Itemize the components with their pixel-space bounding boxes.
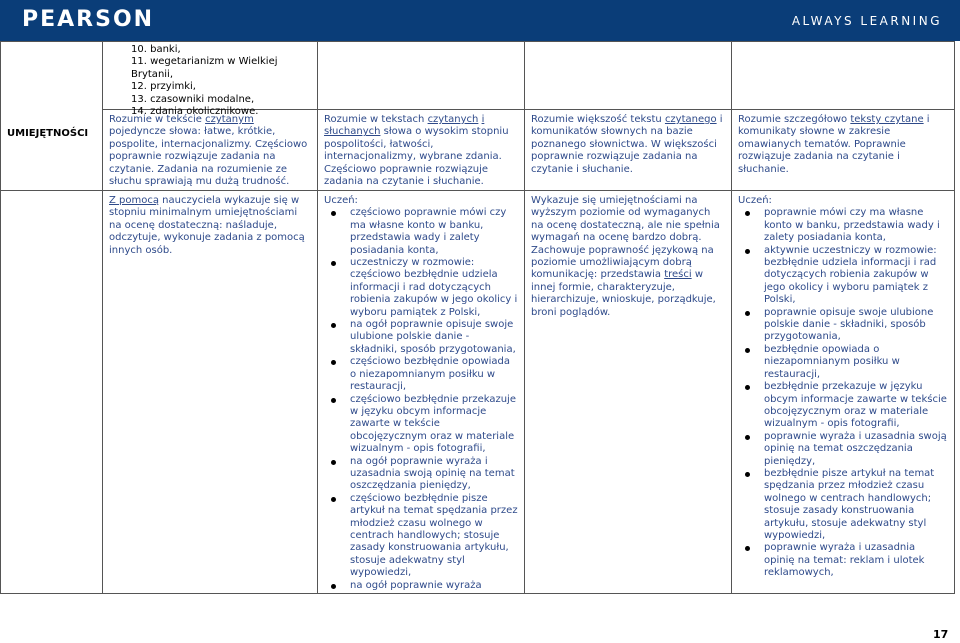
production-grade-4: Wykazuje się umiejętnościami na wyższym poziomie od wymaganych na ocenę dostateczną, ale nie spełnia wymagań na ocenę bardzo dobrą. Zachowuje poprawność językową na poziomie umożliwiającym dobrą komunikację: przedstawia treści w innej formie, charakteryzuje, hierarchizuje, wnioskuje, porządkuje, broni poglądów. [531,195,720,318]
skills-label: UMIEJĘTNOŚCI [7,128,89,139]
list-item: bezbłędnie opowiada o niezapomnianym posiłku w restauracji, [764,344,948,381]
production-grade-2: Z pomocą nauczyciela wykazuje się w stopniu minimalnym umiejętnościami na ocenę dostateczną: naśladuje, odczytuje, wykonuje zadania z pomocą innych osób. [109,195,305,256]
production-grade-3 [318,191,524,593]
bullet-list [324,207,518,592]
page-number: 17 [933,628,949,641]
list-item: poprawnie opisuje swoje ulubione polskie danie - składniki, sposób przygotowania, [764,307,948,344]
production-grade-5 [732,191,954,593]
list-item: uczestniczy w rozmowie: częściowo bezbłędnie udziela informacji i rad dotyczących robienia zakupów w jego okolicy i wyboru pamiątek z Polski, [350,257,518,318]
list-item: poprawnie mówi czy ma własne konto w banku, przedstawia wady i zalety posiadania konta, [764,207,948,244]
pearson-logo: PEARSON [22,7,155,32]
previous-list-cell [103,42,317,118]
list-item: częściowo bezbłędnie opowiada o niezapomnianym posiłku w restauracji, [350,356,518,393]
publisher-banner [0,0,960,41]
list-item: na ogół poprawnie wyraża i uzasadnia swoją opinię na temat oszczędzania pieniędzy, [350,456,518,493]
previous-list [109,44,311,118]
skills-grade-4: Rozumie większość tekstu czytanego i komunikatów słownych na bazie poznanego słownictwa. W większości poprawnie rozwiązuje zadania na czytanie i słuchanie. [531,114,723,175]
list-item: poprawnie wyraża i uzasadnia swoją opinię na temat oszczędzania pieniędzy, [764,430,947,467]
list-item: 10. banki, [131,44,181,55]
tagline: ALWAYS LEARNING [791,14,942,28]
intro-text: Uczeń: [738,195,772,206]
skills-grade-5: Rozumie szczegółowo teksty czytane i komunikaty słowne w zakresie omawianych tematów. Poprawnie rozwiązuje zadania na czytanie i słuchanie. [738,114,930,175]
list-item: aktywnie uczestniczy w rozmowie: bezbłędnie udziela informacji i rad dotyczących robienia zakupów w jego okolicy i wyboru pamiątek z Polski, [764,245,948,307]
grading-table [0,41,955,594]
list-item: bezbłędnie pisze artykuł na temat spędzania przez młodzież czasu wolnego w centrach handlowych; stosuje zasady konstruowania artykułu, stosuje adekwatny styl wypowiedzi, [764,468,948,542]
list-item: częściowo bezbłędnie przekazuje w języku obcym informacje zawarte w tekście obcojęzycznym oraz w materiale wizualnym - opis fotografii, [350,393,516,455]
list-item: 12. przyimki, [131,81,196,93]
list-item: bezbłędnie przekazuje w języku obcym informacje zawarte w tekście obcojęzycznym oraz w materiale wizualnym - opis fotografii, [764,381,947,430]
list-item: 14. zdania okolicznikowe. [131,106,259,118]
list-item: poprawnie wyraża i uzasadnia opinię na temat: reklam i ulotek reklamowych, [764,542,948,579]
skills-grade-2: Rozumie w tekście czytanym pojedyncze słowa: łatwe, krótkie, pospolite, internacjonalizmy. Częściowo poprawnie rozwiązuje zadania na czytanie. Zadania na rozumienie ze słuchu sprawiają mu dużą trudność. [109,114,308,188]
list-item: częściowo poprawnie mówi czy ma własne konto w banku, przedstawia wady i zalety posiadania konta, [350,207,518,257]
list-item: częściowo bezbłędnie pisze artykuł na temat spędzania przez młodzież czasu wolnego w centrach handlowych; stosuje zasady konstruowania artykułu, stosuje adekwatny styl wypowiedzi, [350,492,518,579]
list-item: 11. wegetarianizm w Wielkiej Brytanii, [131,56,278,80]
list-item: na ogół poprawnie opisuje swoje ulubione polskie danie - składniki, sposób przygotowania, [350,319,518,356]
skills-grade-3: Rozumie w tekstach czytanych i słuchanych słowa o wysokim stopniu pospolitości, łatwości, internacjonalizmy, wybrane zdania. Częściowo poprawnie rozwiązuje zadania na czytanie i słuchanie. [324,114,509,188]
list-item: 13. czasowniki modalne, [131,93,255,105]
bullet-list [738,207,948,579]
list-item: na ogół poprawnie wyraża [350,580,518,592]
intro-text: Uczeń: [324,195,358,206]
